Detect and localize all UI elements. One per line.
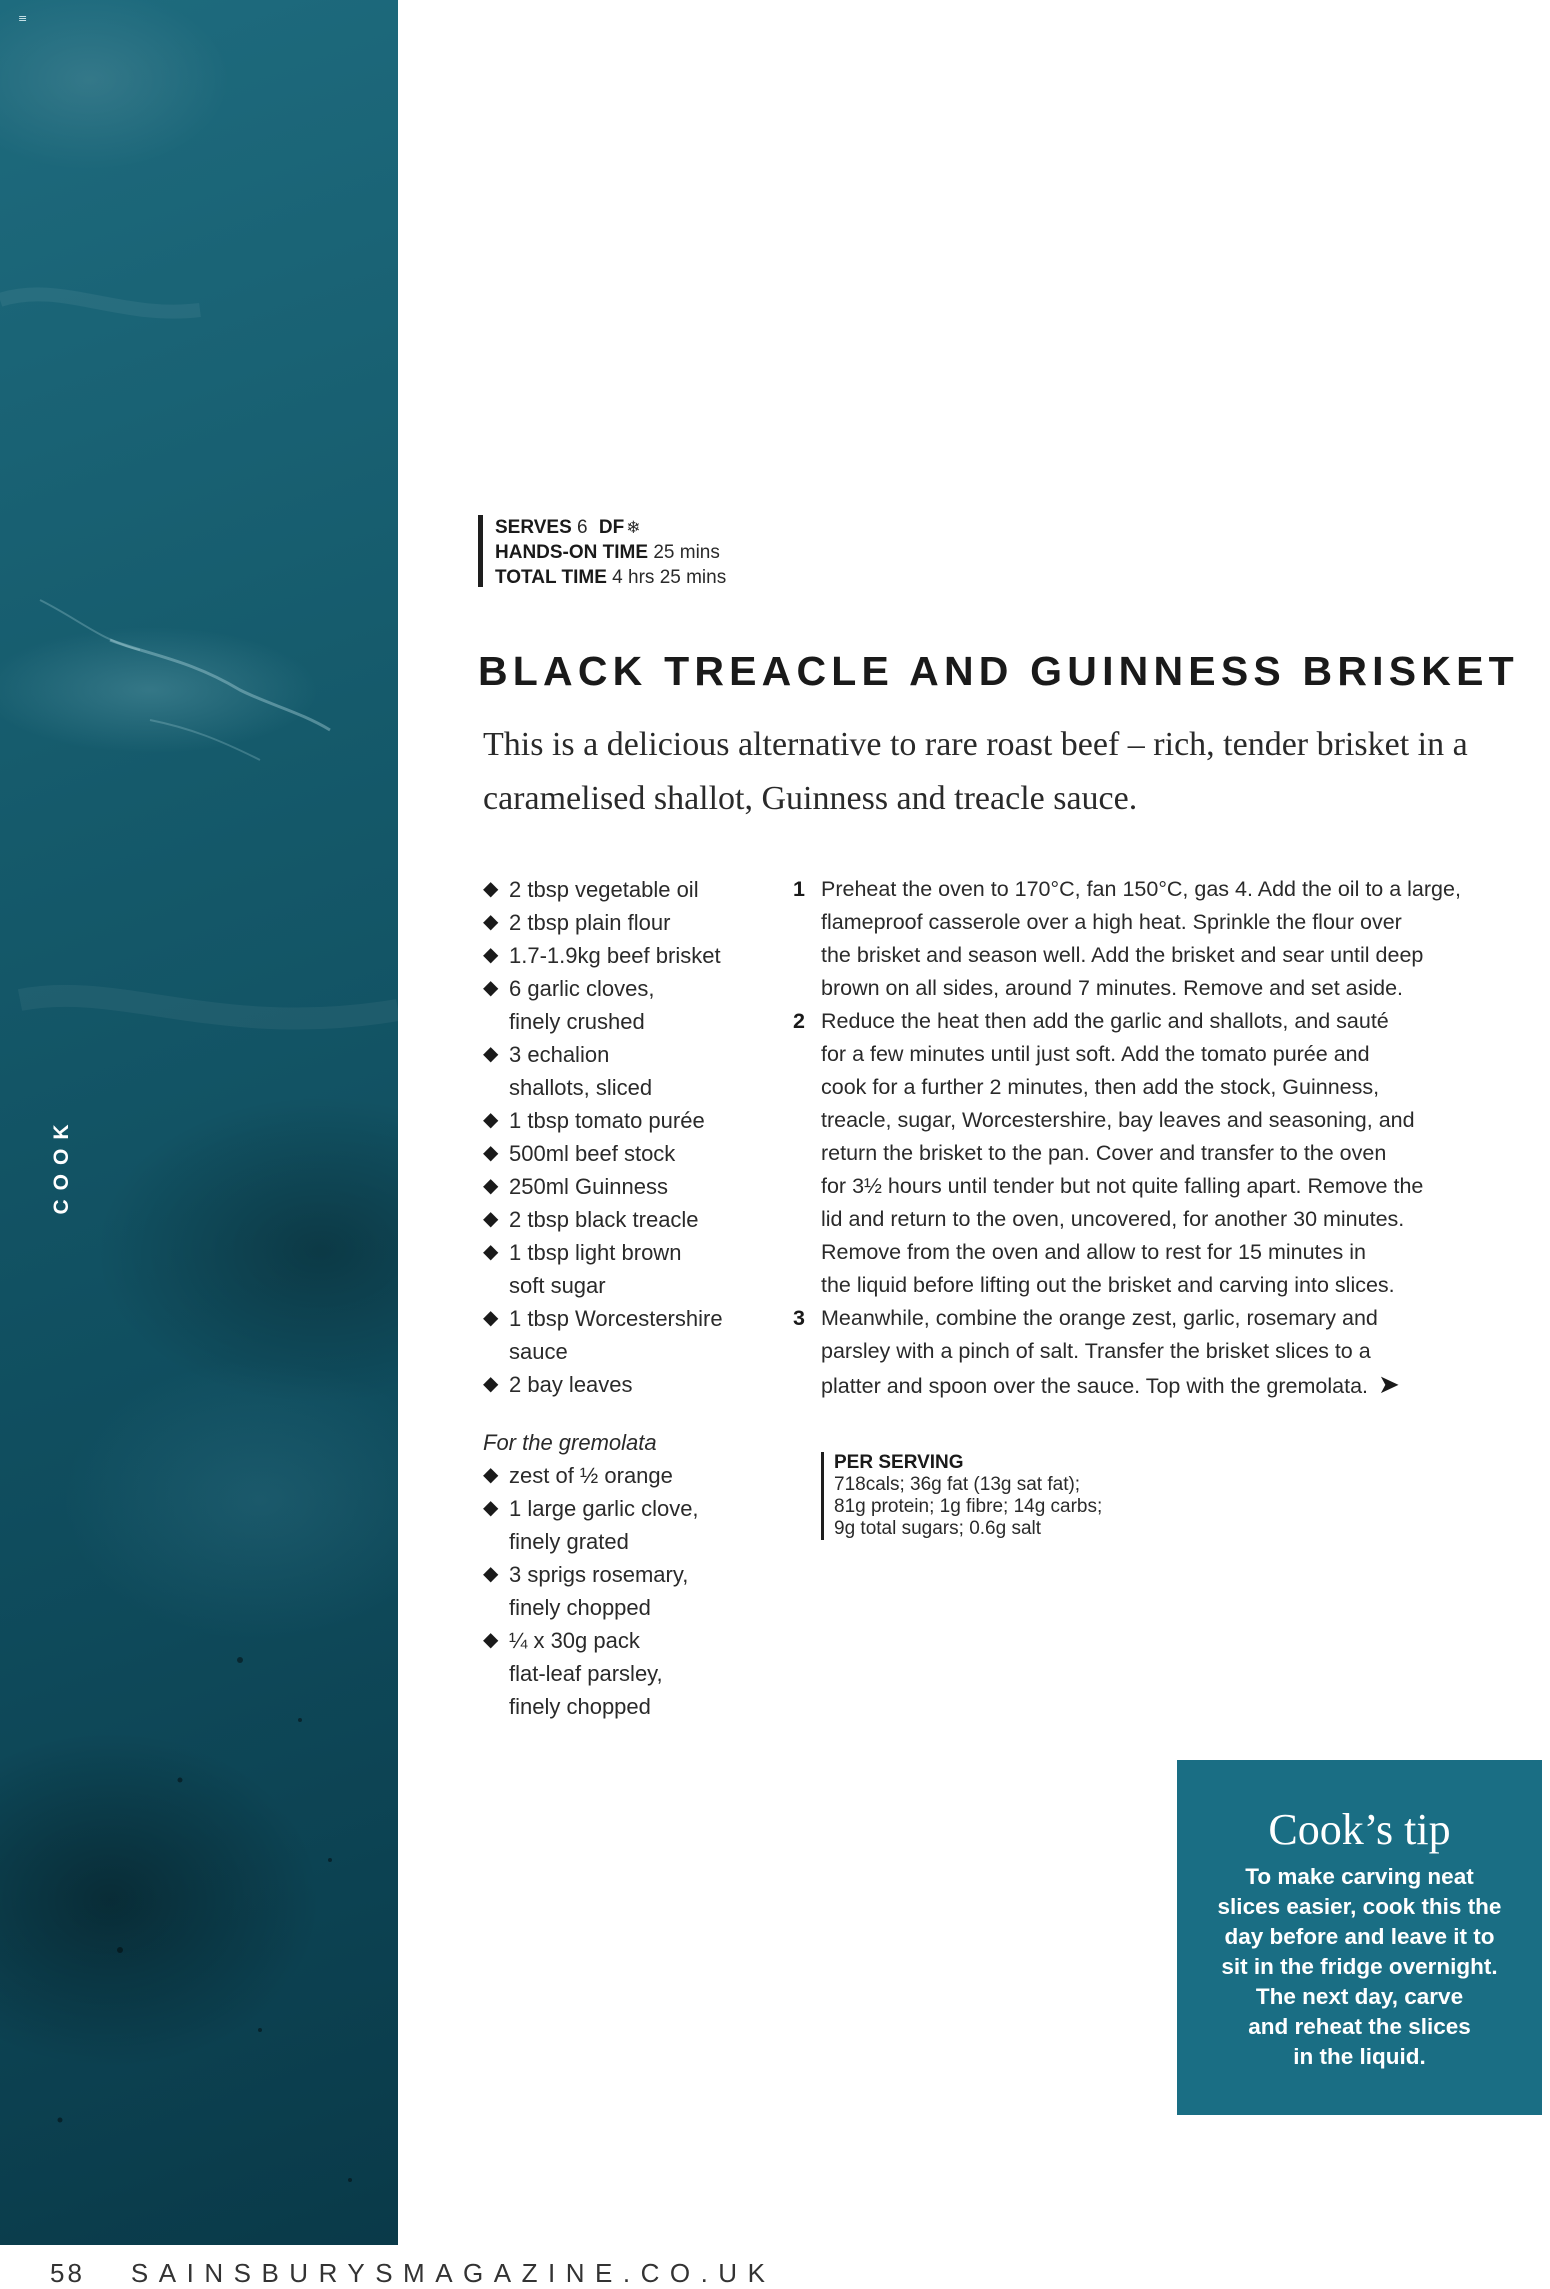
handson-label: HANDS-ON TIME (495, 542, 649, 563)
total-time-line (495, 565, 726, 590)
page-footer (50, 2258, 775, 2289)
ingredient-item: ◆ 2 tbsp plain flour (483, 906, 773, 939)
ingredient-item: ◆ 2 bay leaves (483, 1368, 773, 1401)
serves-value: 6 (577, 517, 588, 538)
method-step (793, 1005, 1538, 1302)
recipe-meta (478, 515, 726, 587)
section-label: COOK (50, 1115, 73, 1215)
gremolata-item: ◆ ¼ x 30g pack flat-leaf parsley, finely chopped (483, 1624, 773, 1723)
gremolata-item: ◆ zest of ½ orange (483, 1459, 773, 1492)
total-time-value: 4 hrs 25 mins (612, 567, 727, 588)
textured-side-panel (0, 0, 398, 2245)
step-number: 1 (793, 877, 805, 901)
serves-label: SERVES (495, 517, 572, 538)
nutrition-info (821, 1452, 1102, 1540)
dairy-free-tag: DF (598, 517, 625, 538)
method-step (793, 1302, 1538, 1403)
recipe-intro: This is a delicious alternative to rare roast beef – rich, tender brisket in a caramelised shallot, Guinness and treacle sauce. (483, 726, 1468, 817)
ingredient-item: ◆ 1 tbsp Worcestershire sauce (483, 1302, 773, 1368)
serves-line (495, 515, 726, 540)
total-time-label: TOTAL TIME (495, 567, 607, 588)
step-text: Preheat the oven to 170°C, fan 150°C, gas 4. Add the oil to a large, flameproof casserole over a high heat. Sprinkle the flour over the brisket and season well. Add the brisket and sear until deep brown on all sides, around 7 minutes. Remove and set aside. (821, 877, 1461, 1000)
step-text: Meanwhile, combine the orange zest, garlic, rosemary and parsley with a pinch of salt. Transfer the brisket slices to a platter and spoon over the sauce. Top with the gremolata. (821, 1306, 1378, 1398)
step-number: 3 (793, 1306, 805, 1330)
nutrition-heading: PER SERVING (834, 1452, 964, 1473)
ingredient-item: ◆ 250ml Guinness (483, 1170, 773, 1203)
gremolata-item: ◆ 3 sprigs rosemary, finely chopped (483, 1558, 773, 1624)
ingredient-item: ◆ 6 garlic cloves, finely crushed (483, 972, 773, 1038)
ingredient-item: ◆ 1.7-1.9kg beef brisket (483, 939, 773, 972)
gremolata-heading: For the gremolata (483, 1430, 657, 1455)
top-mark: ≡ (18, 12, 28, 25)
recipe-title: BLACK TREACLE AND GUINNESS BRISKET (478, 648, 1519, 694)
snowflake-icon: ❄ (626, 518, 641, 537)
tip-text: To make carving neat slices easier, cook this the day before and leave it to sit in the fridge overnight. The next day, carve and reheat the slices in the liquid. (1217, 1864, 1502, 2069)
step-text: Reduce the heat then add the garlic and shallots, and sauté for a few minutes until just soft. Add the tomato purée and cook for a further 2 minutes, then add the stock, Guinness, treacle, sugar, Worcestershire, bay leaves and seasoning, and return the brisket to the pan. Cover and transfer to the oven for 3½ hours until tender but not quite falling apart. Remove the lid and return to the oven, uncovered, for another 30 minutes. Remove from the oven and allow to rest for 15 minutes in the liquid before lifting out the brisket and carving into slices. (821, 1009, 1424, 1297)
handson-value: 25 mins (653, 542, 720, 563)
cooks-tip-box (1177, 1760, 1542, 2115)
ingredient-item: ◆ 500ml beef stock (483, 1137, 773, 1170)
ingredient-item: ◆ 3 echalion shallots, sliced (483, 1038, 773, 1104)
ingredient-item: ◆ 2 tbsp black treacle (483, 1203, 773, 1236)
gremolata-item: ◆ 1 large garlic clove, finely grated (483, 1492, 773, 1558)
ingredients-column (483, 873, 773, 1723)
ingredient-item: ◆ 2 tbsp vegetable oil (483, 873, 773, 906)
method-step (793, 873, 1538, 1005)
arrow-right-icon: ➤ (1378, 1369, 1400, 1399)
nutrition-values: 718cals; 36g fat (13g sat fat); 81g protein; 1g fibre; 14g carbs; 9g total sugars; 0.6g salt (834, 1474, 1103, 1539)
ingredient-item: ◆ 1 tbsp tomato purée (483, 1104, 773, 1137)
ingredient-list (483, 873, 773, 1401)
tip-title: Cook’s tip (1268, 1805, 1451, 1854)
gremolata-list (483, 1459, 773, 1723)
website-link[interactable]: SAINSBURYSMAGAZINE.CO.UK (130, 2258, 776, 2288)
page-number: 58 (50, 2258, 85, 2288)
ingredient-item: ◆ 1 tbsp light brown soft sugar (483, 1236, 773, 1302)
method-column (793, 873, 1538, 1403)
step-number: 2 (793, 1009, 805, 1033)
handson-line (495, 540, 726, 565)
